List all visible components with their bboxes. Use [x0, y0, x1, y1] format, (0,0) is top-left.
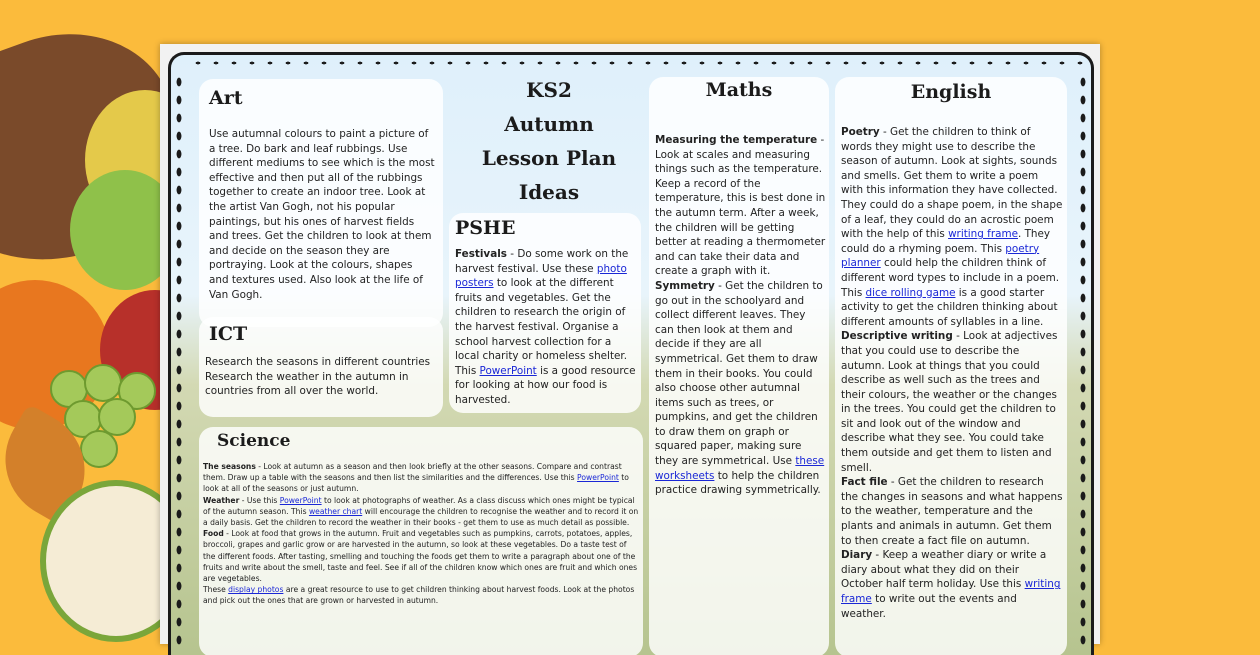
- science-heading: Science: [217, 431, 291, 451]
- ict-heading: ICT: [209, 323, 248, 345]
- fact-file-title: Fact file: [841, 476, 888, 489]
- weather-chart-link[interactable]: weather chart: [308, 506, 363, 516]
- title-line-1: KS2: [526, 78, 572, 102]
- title-line-3: Lesson Plan: [481, 146, 617, 170]
- dotted-border-top: [189, 58, 1089, 68]
- seasons-title: The seasons: [203, 462, 256, 471]
- title-block: [449, 73, 649, 209]
- weather-paragraph: Weather - Use this PowerPoint to look at photographs of weather. As a class discuss which ones might be typical of the autumn season. This weather chart will encourage the children to recognise the weather and to record it on a daily basis. Get the children to record the weather in their books - get them to use as much detail as possible.: [203, 495, 639, 528]
- art-heading: Art: [209, 87, 243, 109]
- dotted-border-right: [1078, 73, 1088, 653]
- seasons-powerpoint-link[interactable]: PowerPoint: [577, 473, 619, 483]
- weather-title: Weather: [203, 495, 240, 505]
- pshe-text: Festivals - Do some work on the harvest festival. Use these photo posters to look at the different fruits and vegetables. Get the children to research the origin of the harvest festival. Organise a school harvest collection for a local charity or homeless shelter. This PowerPoint is a good resource for looking at how our food is harvested.: [455, 248, 636, 406]
- english-panel: [835, 77, 1067, 655]
- science-text: [203, 461, 639, 607]
- worksheets-link[interactable]: these worksheets: [655, 455, 825, 482]
- poetry-planner-link[interactable]: poetry planner: [841, 242, 1040, 270]
- display-paragraph: These display photos are a great resource to use to get children thinking about harvest foods. Look at the photos and pick out the ones that are grown or harvested in autumn.: [203, 585, 635, 606]
- art-text: Use autumnal colours to paint a picture of a tree. Do bark and leaf rubbings. Use different mediums to see which is the most effective and then put all of the rubbings together to create an indoor tree. Look at the artist Van Gogh, not his popular paintings, but his ones of harvest fields and trees. Get the children to look at them and decide on the season they are portraying. Look at the colours, shapes and textures used. Also look at the life of Van Gogh.: [209, 128, 435, 301]
- weather-powerpoint-link[interactable]: PowerPoint: [279, 495, 322, 505]
- title-line-2: Autumn: [504, 112, 594, 136]
- food-title: Food: [203, 529, 224, 539]
- english-heading: English: [910, 81, 992, 103]
- title-line-4: Ideas: [518, 180, 580, 204]
- ict-panel: [199, 317, 443, 417]
- measuring-title: Measuring the temperature: [655, 134, 818, 146]
- poetry-title: Poetry: [841, 126, 880, 138]
- seasons-paragraph: The seasons - Look at autumn as a season and then look briefly at the other seasons. Compare and contrast them. Draw up a table with the seasons and then list the similarities and the differences. Use this PowerPoint to look at all of the seasons or just autumn.: [203, 462, 629, 494]
- sheet-frame: [168, 52, 1094, 655]
- maths-panel: [649, 77, 829, 655]
- english-text: Poetry - Get the children to think of words they might use to describe the season of autumn. Look at sights, sounds and smells. Get them to write a poem with this information they have collected. They could do a shape poem, in the shape of a leaf, they could do an acrostic poem with the help of this writing frame. They could do a rhyming poem. This poetry planner could help the children think of different word types to include in a poem. This dice rolling game is a good starter activity to get the children thinking about different amounts of syllables in a line. Descriptive writing - Look at adjectives that you could use to describe the autumn. Look at things that you could describe as well such as the trees and their colours, the weather or the changes in the trees. You could get the children to sit and look out of the window and describe what they see. You could take them outside and get them to listen and smell. Fact file - Get the children to research the changes in seasons and what happens to the weather, temperature and the plants and animals in autumn. Get them to then create a fact file on autumn. Diary - Keep a weather diary or write a diary about what they did on their October half term holiday. Use this writing frame to write out the events and weather.: [841, 126, 1063, 620]
- dice-rolling-game-link[interactable]: dice rolling game: [865, 286, 956, 299]
- diary-writing-frame-link[interactable]: writing frame: [841, 578, 1061, 605]
- ict-text: Research the seasons in different countries Research the weather in the autumn in countries from all over the world.: [205, 356, 431, 398]
- pshe-panel: [449, 213, 641, 413]
- symmetry-title: Symmetry: [655, 279, 715, 292]
- writing-frame-link[interactable]: writing frame: [948, 228, 1018, 241]
- food-paragraph: Food - Look at food that grows in the autumn. Fruit and vegetables such as pumpkins, carrots, potatoes, apples, broccoli, grapes and garlic grow or are harvested in the autumn, so look at these vegetables. Do a taste test of the different foods. After tasting, smelling and touching the foods get them to write a paragraph about one of the fruits and write about the smell, taste and feel. See if all of the children know which ones are fruit and which ones are vegetables.: [203, 529, 638, 584]
- art-panel: [199, 79, 443, 327]
- maths-text: Measuring the temperature - Look at scales and measuring things such as the temperature. Keep a record of the temperature, this is best done in the autumn term. After a week, the children will be getting better at reading a thermometer and can take their data and create a graph with it. Symmetry - Get the children to go out in the schoolyard and collect different leaves. They can then look at them and decide if they are all symmetrical. Get them to draw them in their books. You could also choose other autumnal items such as trees, or pumpkins, and get the children to draw them on graph or squared paper, making sure they are symmetrical. Use these worksheets to help the children practice drawing symmetrically.: [655, 134, 826, 497]
- pshe-heading: PSHE: [455, 217, 516, 239]
- dotted-border-left: [174, 73, 184, 653]
- diary-title: Diary: [841, 549, 873, 562]
- festivals-title: Festivals: [455, 248, 507, 260]
- photo-posters-link[interactable]: photo posters: [455, 262, 627, 290]
- lesson-plan-sheet: [160, 44, 1100, 644]
- maths-heading: Maths: [705, 79, 773, 101]
- science-panel: [199, 427, 643, 655]
- descriptive-writing-title: Descriptive writing: [841, 330, 953, 343]
- pshe-powerpoint-link[interactable]: PowerPoint: [479, 364, 537, 377]
- display-photos-link[interactable]: display photos: [228, 585, 284, 595]
